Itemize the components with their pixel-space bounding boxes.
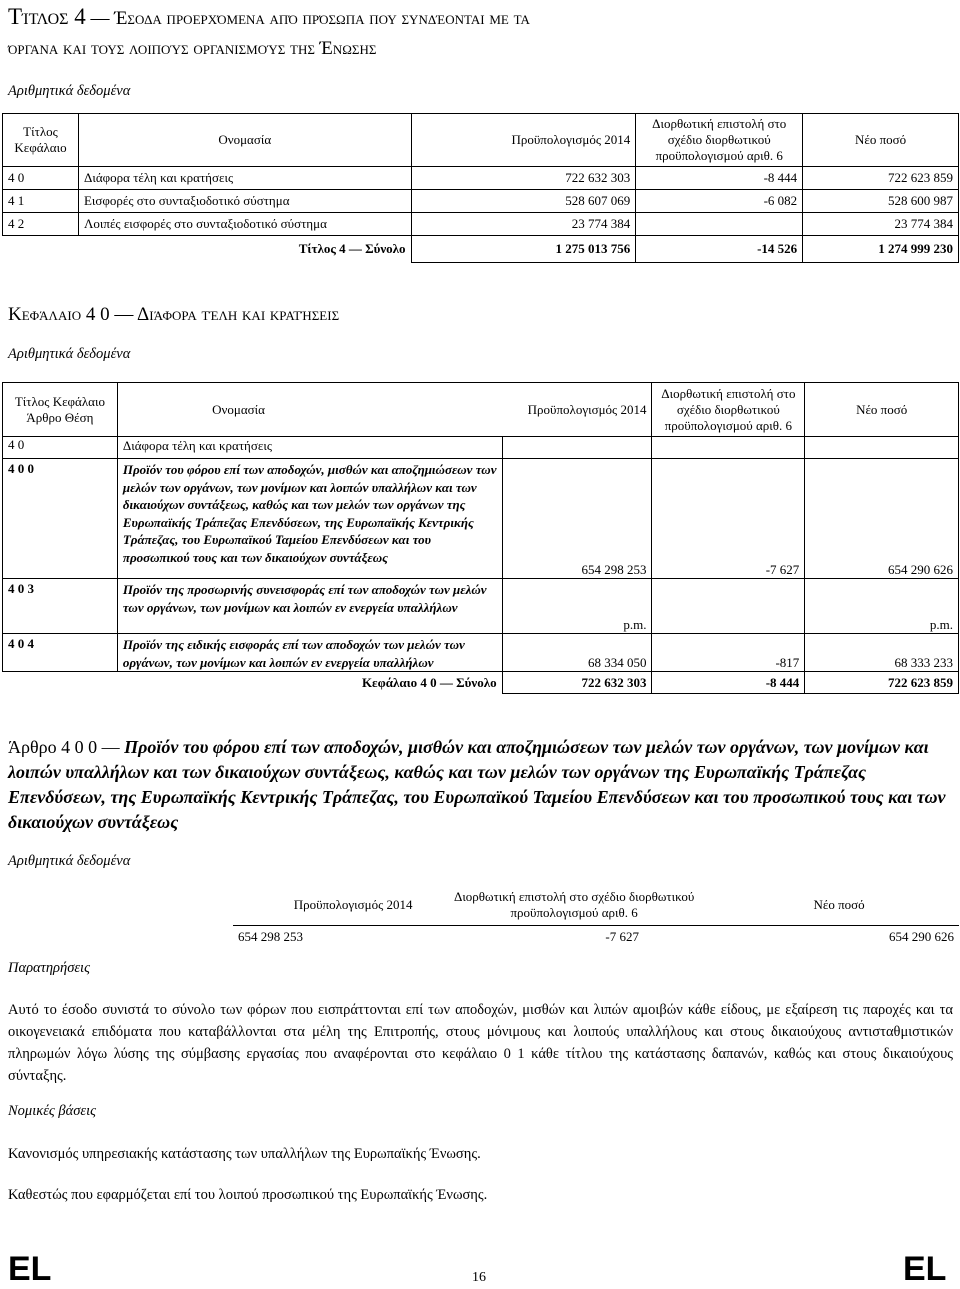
row-amending: -8 444 xyxy=(636,167,803,190)
header-name: Ονομασία xyxy=(78,114,411,167)
header-title-chapter xyxy=(3,383,118,437)
numerical-data-label: Αριθμητικά δεδομένα xyxy=(8,853,131,869)
table-total-row xyxy=(3,236,959,263)
header-amending: Διορθωτική επιστολή στο σχέδιο διορθωτικού προϋπολογισμού αριθ. 6 xyxy=(636,114,803,167)
header-new-amount: Νέο ποσό xyxy=(803,114,959,167)
total-label: Κεφάλαιο 4 0 — Σύνολο xyxy=(361,674,497,690)
row-budget xyxy=(502,437,652,459)
article-heading xyxy=(8,735,953,835)
row-code: 4 1 xyxy=(3,190,79,213)
legal-basis-label: Νομικές βάσεις xyxy=(8,1103,97,1119)
row-name: Εισφορές στο συνταξιοδοτικό σύστημα xyxy=(78,190,411,213)
total-label: Τίτλος 4 — Σύνολο xyxy=(298,241,406,257)
row-amending: -817 xyxy=(652,634,805,672)
row-new-amount: 722 623 859 xyxy=(803,167,959,190)
empty-cell xyxy=(64,885,217,925)
chapter-heading: Κεφάλαιο 4 0 — Διάφορα τέλη και κρατήσεις xyxy=(8,304,340,325)
row-new-amount: p.m. xyxy=(805,579,959,634)
row-new-amount: 654 290 626 xyxy=(805,459,959,579)
header-title-chapter-line2: Άρθρο Θέση xyxy=(26,409,94,425)
row-budget: 528 607 069 xyxy=(411,190,636,213)
row-code: 4 0 3 xyxy=(3,579,118,634)
row-new-amount xyxy=(805,437,959,459)
row-budget: 654 298 253 xyxy=(502,459,652,579)
table-row xyxy=(3,459,959,579)
row-budget: 23 774 384 xyxy=(411,213,636,236)
row-code: 4 0 xyxy=(3,437,118,459)
remarks-label: Παρατηρήσεις xyxy=(8,960,90,976)
article-heading-text: Προϊόν του φόρου επί των αποδοχών, μισθών και αποζημιώσεων των μελών των οργάνων, των μονίμων και λοιπών υπαλλήλων και των δικαιούχων συντάξεως, καθώς και των μελών των οργάνων της Ευρωπαϊκής Τράπεζας Επενδύσεων, της Ευρωπαϊκής Κεντρικής Τράπεζας, του Ευρωπαϊκού Ταμείου Επενδύσεων και του προσωπικού τους και των δικαιούχων συντάξεως xyxy=(8,737,946,832)
chapter-detail-table xyxy=(2,382,959,694)
header-title-chapter: Τίτλος Κεφάλαιο xyxy=(3,114,79,167)
row-amending: -6 082 xyxy=(636,190,803,213)
total-new-amount: 722 623 859 xyxy=(805,672,959,694)
table-row xyxy=(3,634,959,672)
row-new-amount: 528 600 987 xyxy=(803,190,959,213)
header-budget: Προϋπολογισμός 2014 xyxy=(502,383,652,437)
row-name: Διάφορα τέλη και κρατήσεις xyxy=(117,437,502,459)
page-number: 16 xyxy=(472,1270,486,1285)
row-name: Λοιπές εισφορές στο συνταξιοδοτικό σύστημα xyxy=(78,213,411,236)
title-heading xyxy=(8,2,953,64)
row-amending xyxy=(636,213,803,236)
table-total-row xyxy=(3,672,959,694)
row-amending: -7 627 xyxy=(652,459,805,579)
row-code: 4 2 xyxy=(3,213,79,236)
footer-lang-right: EL xyxy=(903,1250,947,1288)
row-amending xyxy=(652,437,805,459)
row-amending xyxy=(652,579,805,634)
row-name: Προϊόν της ειδικής εισφοράς επί των αποδοχών των μελών των οργάνων, των μονίμων και λοιπών εν ενεργεία υπαλλήλων xyxy=(117,634,502,672)
footer-lang-left: EL xyxy=(8,1250,52,1288)
total-amending: -8 444 xyxy=(652,672,805,694)
row-budget: p.m. xyxy=(502,579,652,634)
title-summary-table xyxy=(2,113,959,263)
legal-basis-1: Κανονισμός υπηρεσιακής κατάστασης των υπαλλήλων της Ευρωπαϊκής Ένωσης. xyxy=(8,1146,481,1162)
article-amounts-table xyxy=(64,885,959,925)
table-row xyxy=(3,167,959,190)
header-budget: Προϋπολογισμός 2014 xyxy=(411,114,636,167)
header-amending: Διορθωτική επιστολή στο σχέδιο διορθωτικού προϋπολογισμού αριθ. 6 xyxy=(453,889,695,920)
total-new-amount: 1 274 999 230 xyxy=(803,236,959,263)
title-heading-line2: όργανα και τους λοιπούς οργανισμούς της Ένωσης xyxy=(8,38,377,59)
header-new-amount: Νέο ποσό xyxy=(805,383,959,437)
row-budget: 654 298 253 xyxy=(233,926,313,948)
total-budget: 722 632 303 xyxy=(502,672,652,694)
total-budget: 1 275 013 756 xyxy=(411,236,636,263)
article-amounts-values xyxy=(233,925,959,948)
row-code: 4 0 0 xyxy=(3,459,118,579)
header-amending: Διορθωτική επιστολή στο σχέδιο διορθωτικού προϋπολογισμού αριθ. 6 xyxy=(652,383,805,437)
row-budget: 722 632 303 xyxy=(411,167,636,190)
row-name: Προϊόν του φόρου επί των αποδοχών, μισθών και αποζημιώσεων των μελών των οργάνων, των μονίμων και λοιπών υπαλλήλων και των δικαιούχων συντάξεως, καθώς και των μελών των οργάνων της Ευρωπαϊκής Τράπεζας Επενδύσεων, της Ευρωπαϊκής Κεντρικής Τράπεζας, του Ευρωπαϊκού Ταμείου Επενδύσεων και του προσωπικού τους και των δικαιούχων συντάξεως xyxy=(117,459,502,579)
table-row xyxy=(3,437,959,459)
row-name: Διάφορα τέλη και κρατήσεις xyxy=(78,167,411,190)
row-code: 4 0 xyxy=(3,167,79,190)
header-budget: Προϋπολογισμός 2014 xyxy=(293,897,413,912)
table-row xyxy=(233,926,959,948)
title-heading-line1: Τίτλος 4 — Έσοδα προερχόμενα από πρόσωπα που συνδέονται με τα xyxy=(8,4,530,29)
total-amending: -14 526 xyxy=(636,236,803,263)
numerical-data-label: Αριθμητικά δεδομένα xyxy=(8,83,131,99)
remarks-text: Αυτό το έσοδο συνιστά το σύνολο των φόρων που εισπράττονται επί των αποδοχών, μισθών και λιπών αμοιβών κάθε είδους, με εξαίρεση τις παροχές και τα οικογενειακά επιδόματα που καταβάλλονται στα μέλη της Επιτροπής, στους μόνιμους και λοιπούς υπαλλήλους και στους δικαιούχους αντισταθμιστικών πληρωμών λόγω λύσης της σύμβασης εργασίας που αναφέρονται στο κεφάλαιο 0 1 κάθε τίτλου της κατάστασης δαπανών, καθώς και στους δικαιούχους σύνταξης. xyxy=(8,1002,953,1084)
table-row xyxy=(3,190,959,213)
article-heading-prefix: Άρθρο 4 0 0 — xyxy=(8,737,120,757)
table-header-row xyxy=(3,383,959,437)
row-new-amount: 68 333 233 xyxy=(805,634,959,672)
table-row xyxy=(3,579,959,634)
table-header-row xyxy=(64,885,959,925)
header-name: Ονομασία xyxy=(117,383,502,437)
header-title-chapter-line1: Τίτλος Κεφάλαιο xyxy=(14,393,105,409)
row-budget: 68 334 050 xyxy=(502,634,652,672)
row-amending: -7 627 xyxy=(313,926,644,948)
row-new-amount: 654 290 626 xyxy=(644,926,959,948)
header-new-amount: Νέο ποσό xyxy=(813,897,865,912)
table-row xyxy=(3,213,959,236)
row-new-amount: 23 774 384 xyxy=(803,213,959,236)
table-header-row xyxy=(3,114,959,167)
row-code: 4 0 4 xyxy=(3,634,118,672)
row-name: Προϊόν της προσωρινής συνεισφοράς επί των αποδοχών των μελών των οργάνων, των μονίμων και λοιπών εν ενεργεία υπαλλήλων xyxy=(117,579,502,634)
numerical-data-label: Αριθμητικά δεδομένα xyxy=(8,346,131,362)
legal-basis-2: Καθεστώς που εφαρμόζεται επί του λοιπού προσωπικού της Ευρωπαϊκής Ένωσης. xyxy=(8,1187,488,1203)
